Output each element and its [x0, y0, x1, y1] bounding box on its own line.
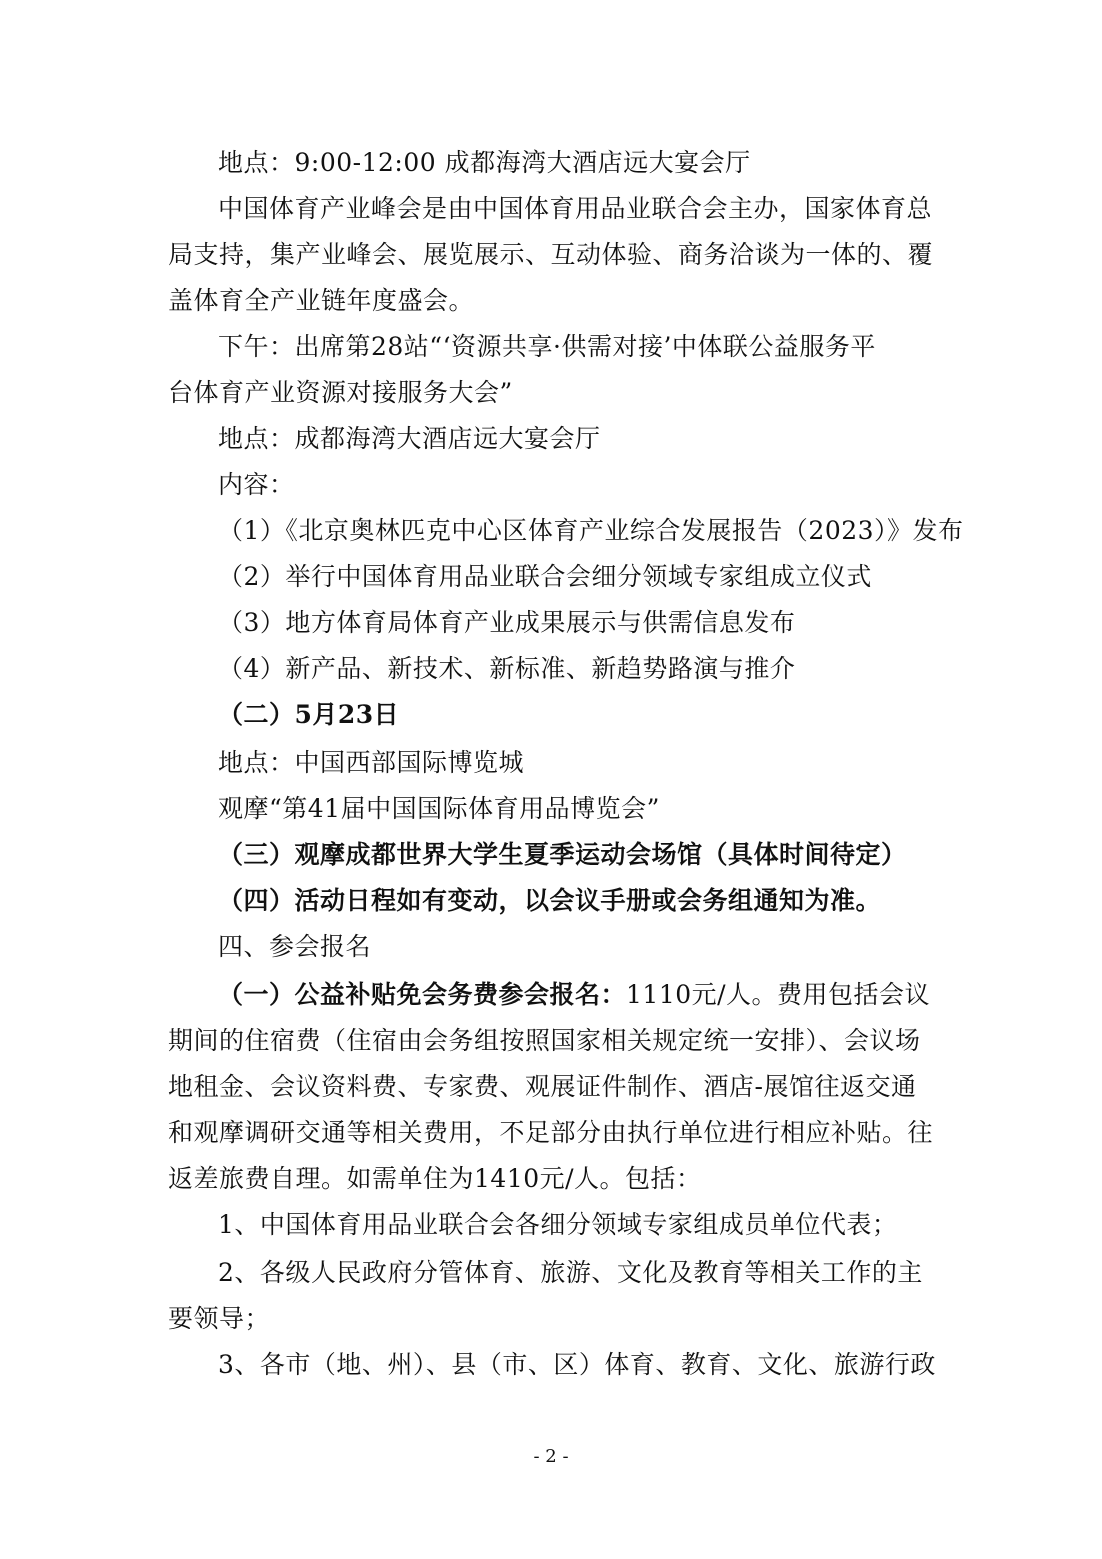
- registration-fee-line: [218, 978, 938, 1012]
- section-schedule-note: （四）活动日程如有变动，以会议手册或会务组通知为准。: [218, 886, 882, 915]
- content-item-2: （2）举行中国体育用品业联合会细分领域专家组成立仪式: [218, 562, 872, 591]
- afternoon-event-1: 下午：出席第28站“‘资源共享·供需对接’中体联公益服务平: [218, 332, 876, 361]
- venue-morning: 地点：9:00-12:00 成都海湾大酒店远大宴会厅: [218, 148, 751, 177]
- registration-fee-label: （一）公益补贴免会务费参会报名：: [218, 980, 627, 1009]
- summit-description-3: 盖体育全产业链年度盛会。: [168, 286, 475, 315]
- afternoon-event-2: 台体育产业资源对接服务大会”: [168, 378, 513, 407]
- registration-fee-value: 1110元/人。费用包括会议: [626, 980, 931, 1009]
- section-may-23: （二）5月23日: [218, 700, 400, 729]
- page-number: - 2 -: [533, 1446, 569, 1467]
- summit-description-2: 局支持，集产业峰会、展览展示、互动体验、商务洽谈为一体的、覆: [168, 240, 934, 269]
- participant-item-3: 3、各市（地、州）、县（市、区）体育、教育、文化、旅游行政: [218, 1350, 936, 1379]
- fee-details-2: 地租金、会议资料费、专家费、观展证件制作、酒店-展馆往返交通: [168, 1072, 917, 1101]
- participant-item-2b: 要领导；: [168, 1304, 271, 1333]
- heading-registration: 四、参会报名: [218, 932, 372, 961]
- content-item-1: （1）《北京奥林匹克中心区体育产业综合发展报告（2023）》发布: [218, 516, 964, 545]
- participant-item-1: 1、中国体育用品业联合会各细分领域专家组成员单位代表；: [218, 1210, 898, 1239]
- expo-visit: 观摩“第41届中国国际体育用品博览会”: [218, 794, 660, 823]
- content-item-3: （3）地方体育局体育产业成果展示与供需信息发布: [218, 608, 796, 637]
- venue-afternoon: 地点：成都海湾大酒店远大宴会厅: [218, 424, 601, 453]
- section-venue-visit: （三）观摩成都世界大学生夏季运动会场馆（具体时间待定）: [218, 840, 907, 869]
- venue-expo: 地点：中国西部国际博览城: [218, 748, 525, 777]
- content-item-4: （4）新产品、新技术、新标准、新趋势路演与推介: [218, 654, 796, 683]
- participant-item-2a: 2、各级人民政府分管体育、旅游、文化及教育等相关工作的主: [218, 1258, 923, 1287]
- fee-details-4: 返差旅费自理。如需单住为1410元/人。包括：: [168, 1164, 702, 1193]
- fee-details-1: 期间的住宿费（住宿由会务组按照国家相关规定统一安排）、会议场: [168, 1026, 921, 1055]
- content-label: 内容：: [218, 470, 295, 499]
- fee-details-3: 和观摩调研交通等相关费用，不足部分由执行单位进行相应补贴。往: [168, 1118, 934, 1147]
- summit-description-1: 中国体育产业峰会是由中国体育用品业联合会主办，国家体育总: [218, 194, 933, 223]
